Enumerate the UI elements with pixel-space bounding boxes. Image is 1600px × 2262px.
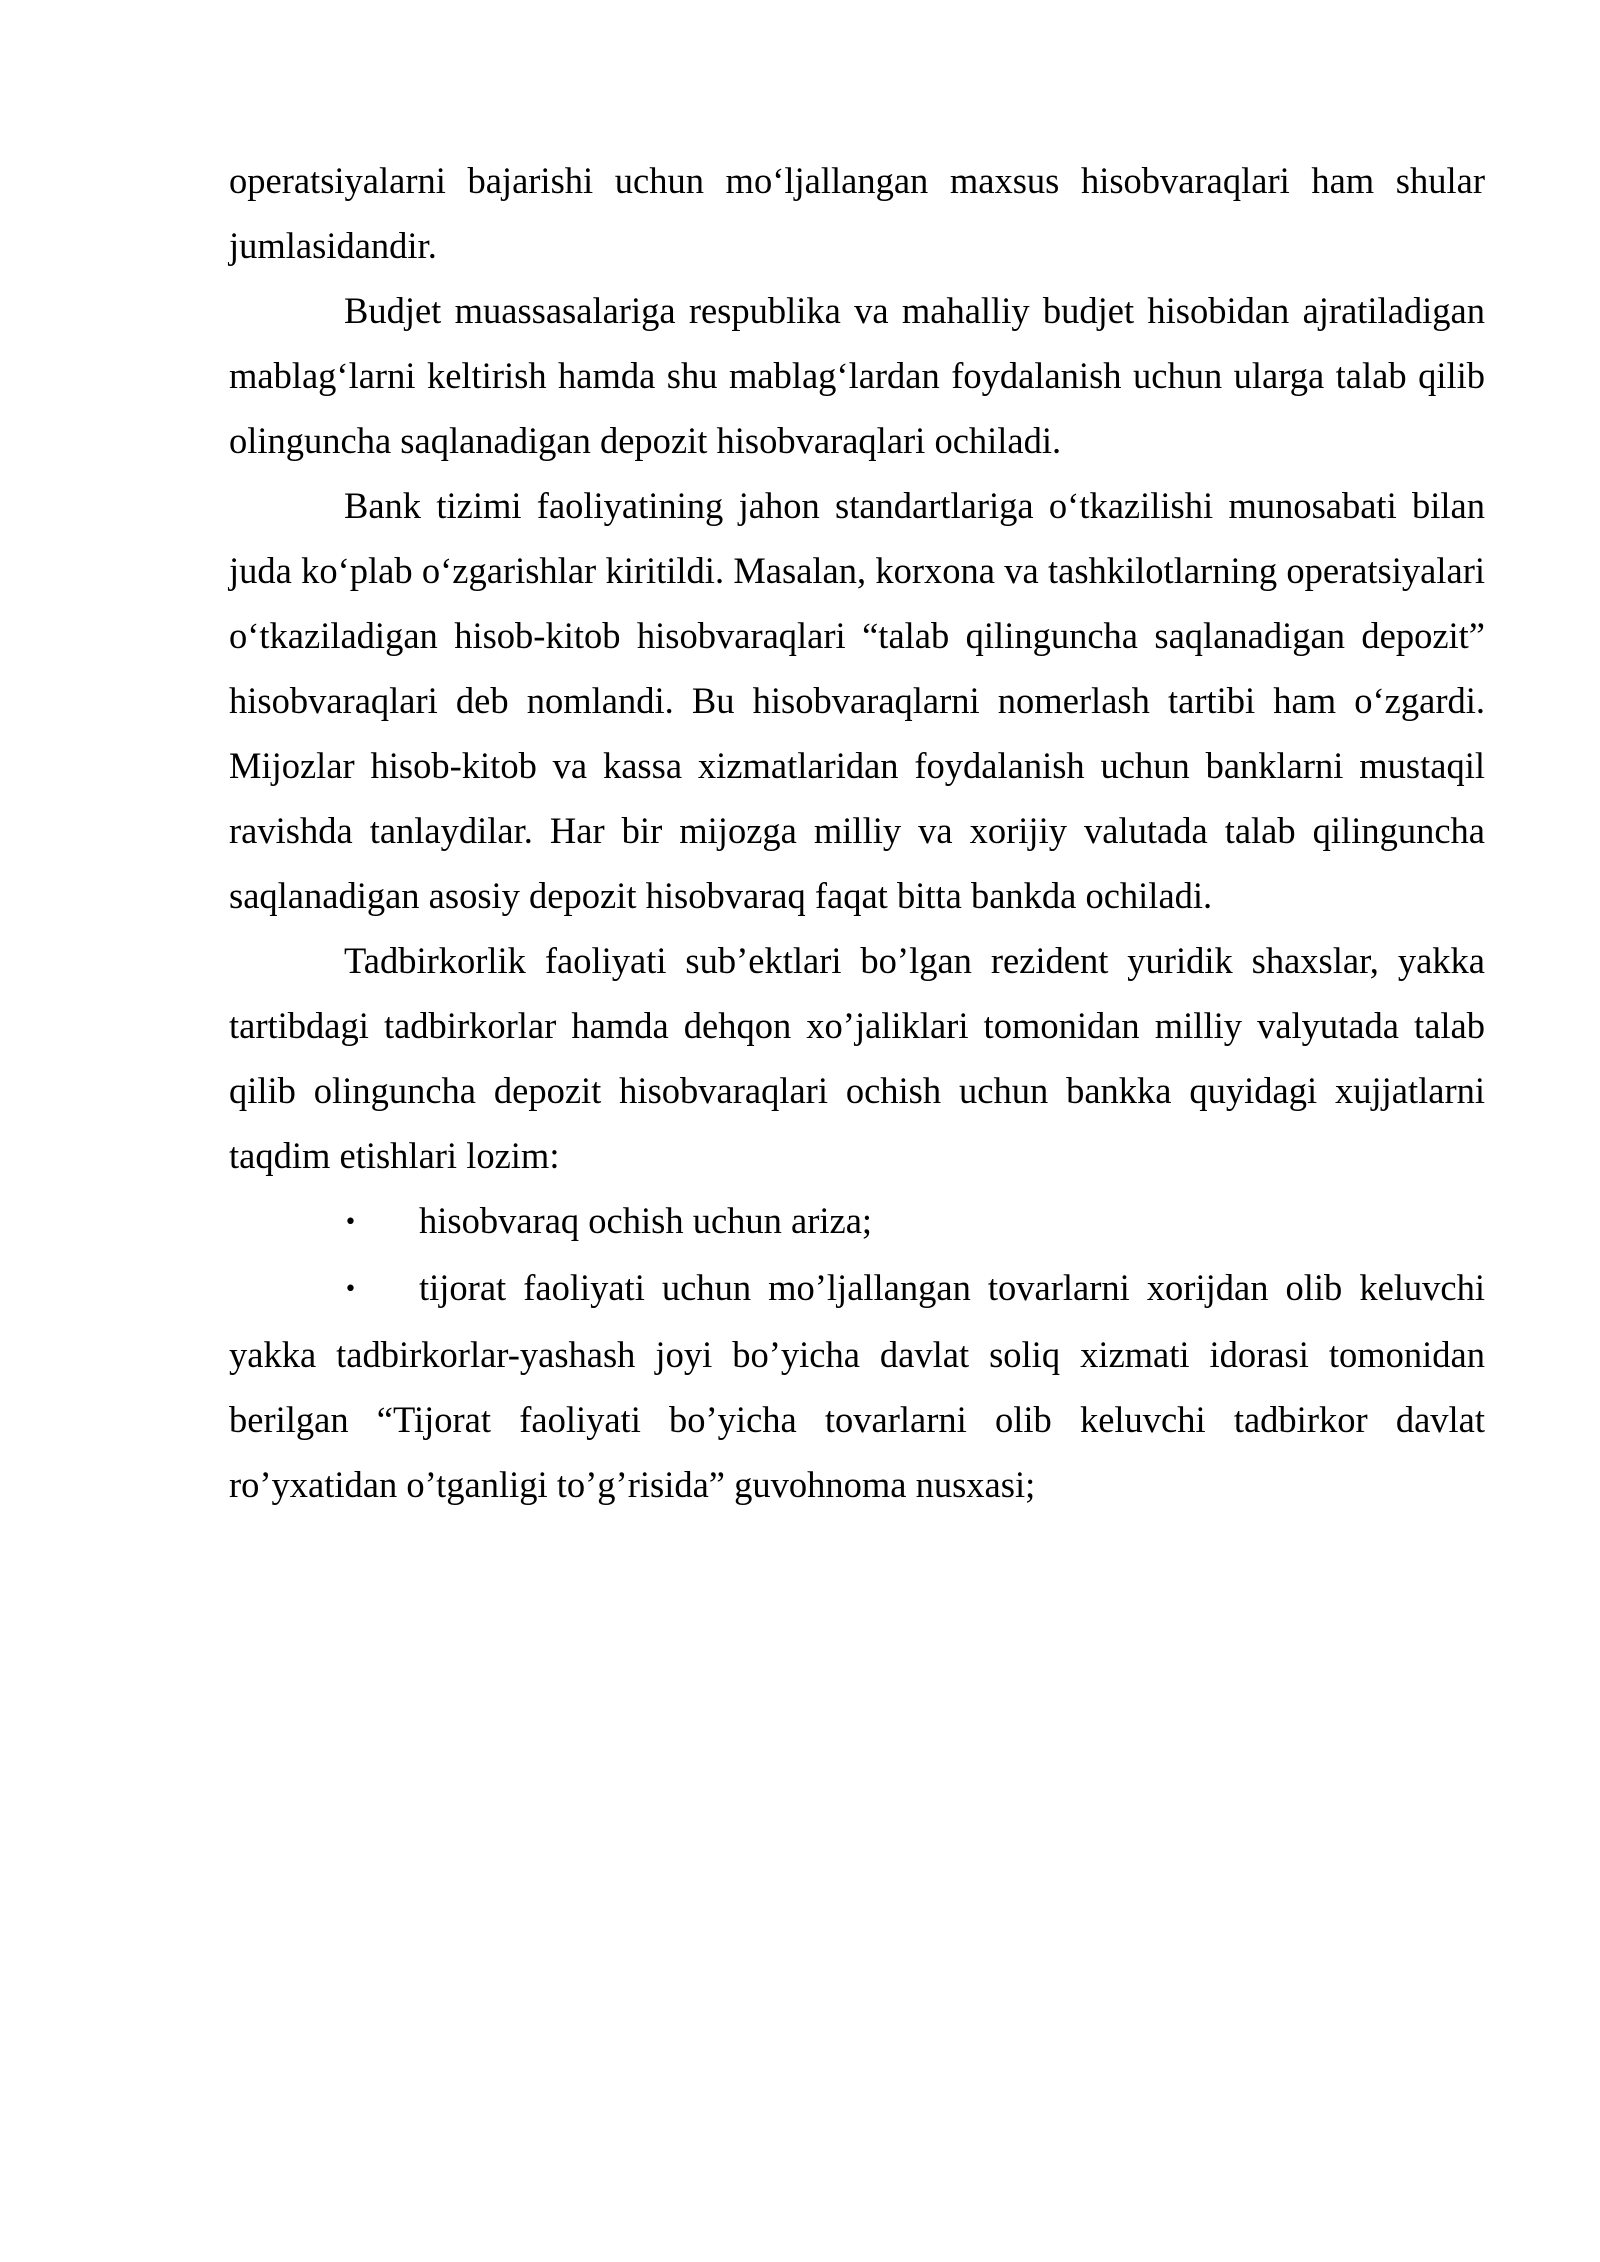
paragraph-budget-institutions: Budjet muassasalariga respublika va mahalliy budjet hisobidan ajratiladigan mablag‘larni keltirish hamda shu mablag‘lardan foydalanish uchun ularga talab qilib olinguncha saqlanadigan depozit hisobvaraqlari ochiladi. [229,290,1485,461]
paragraph-entrepreneurs: Tadbirkorlik faoliyati sub’ektlari bo’lgan rezident yuridik shaxslar, yakka tartibdagi tadbirkorlar hamda dehqon xo’jaliklari tomonidan milliy valyutada talab qilib olinguncha depozit hisobvaraqlari ochish uchun bankka quyidagi xujjatlarni taqdim etishlari lozim: [229,940,1485,1176]
list-item-text: hisobvaraq ochish uchun ariza; [419,1200,873,1241]
list-item [229,1188,1485,1255]
paragraph-bank-system: Bank tizimi faoliyatining jahon standartlariga o‘tkazilishi munosabati bilan juda ko‘plab o‘zgarishlar kiritildi. Masalan, korxona va tashkilotlarning operatsiyalari o‘tkaziladigan hisob-kitob hisobvaraqlari “talab qilinguncha saqlanadigan depozit” hisobvaraqlari deb nomlandi. Bu hisobvaraqlarni nomerlash tartibi ham o‘zgardi. Mijozlar hisob-kitob va kassa xizmatlaridan foydalanish uchun banklarni mustaqil ravishda tanlaydilar. Har bir mijozga milliy va xorijiy valutada talab qilinguncha saqlanadigan asosiy depozit hisobvaraq faqat bitta bankda ochiladi. [229,485,1485,916]
document-page [229,148,1485,1517]
paragraph-continuation: operatsiyalarni bajarishi uchun mo‘ljallangan maxsus hisobvaraqlari ham shular jumlasidandir. [229,160,1485,266]
bullet-icon: • [344,1210,357,1235]
bullet-icon: • [344,1277,357,1302]
list-item [229,1255,1485,1517]
list-item-text: tijorat faoliyati uchun mo’ljallangan tovarlarni xorijdan olib keluvchi yakka tadbirkorlar-yashash joyi bo’yicha davlat soliq xizmati idorasi tomonidan berilgan “Tijorat faoliyati bo’yicha tovarlarni olib keluvchi tadbirkor davlat ro’yxatidan o’tganligi to’g’risida” guvohnoma nusxasi; [229,1267,1485,1505]
